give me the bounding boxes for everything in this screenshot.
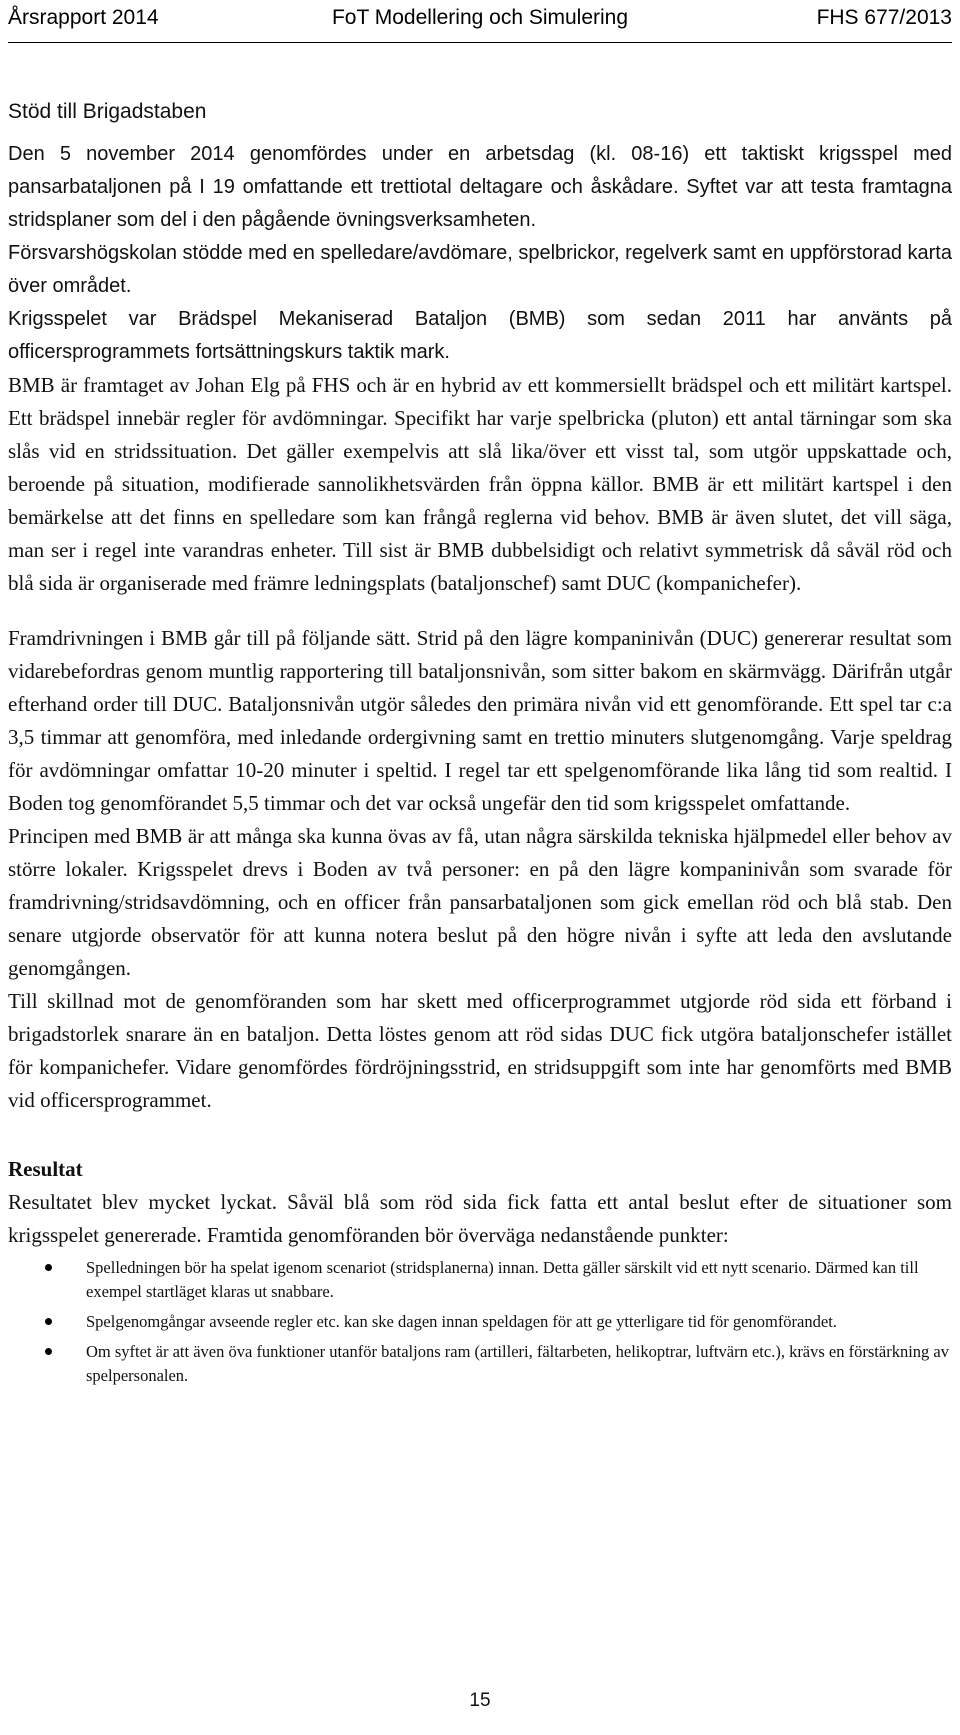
list-item-text: Spelgenomgångar avseende regler etc. kan ske dagen innan speldagen för att ge ytterligare tid för genomförandet. <box>86 1312 837 1331</box>
paragraph-progression: Framdrivningen i BMB går till på följande sätt. Strid på den lägre kompaninivån (DUC) genererar resultat som vidarebefordras genom muntlig rapportering till bataljonsnivån, som sitter bakom en skärmvägg. Därifrån utgår efterhand order till DUC. Bataljonsnivån utgör således den primära nivån vid ett genomförande. Ett spel tar c:a 3,5 timmar att genomföra, med inledande ordergivning samt en trettio minuters slutgenomgång. Varje speldrag för avdömningar omfattar 10-20 minuter i speltid. I regel tar ett spelgenomförande lika lång tid som realtid. I Boden tog genomförandet 5,5 timmar och det var också ungefär den tid som krigsspelet omfattande. <box>8 626 952 815</box>
paragraph-result: Resultatet blev mycket lyckat. Såväl blå som röd sida fick fatta ett antal beslut efter de situationer som krigsspelet genererade. Framtida genomföranden bör överväga nedanstående punkter: <box>8 1190 952 1247</box>
paragraph-difference: Till skillnad mot de genomföranden som har skett med officerprogrammet utgjorde röd sida ett förband i brigadstorlek snarare än en bataljon. Detta löstes genom att röd sidas DUC fick utgöra bataljonschefer istället för kompanichefer. Vidare genomfördes fördröjningsstrid, en stridsuppgift som inte har genomförts med BMB vid officersprogrammet. <box>8 989 952 1112</box>
recommendation-list <box>8 1256 952 1388</box>
paragraph-wargame: Krigsspelet var Brädspel Mekaniserad Bataljon (BMB) som sedan 2011 har använts på officersprogrammets fortsättningskurs taktik mark. <box>8 308 952 363</box>
paragraph-intro: Den 5 november 2014 genomfördes under en arbetsdag (kl. 08-16) ett taktiskt krigsspel med pansarbataljonen på I 19 omfattande ett trettiotal deltagare och åskådare. Syftet var att testa framtagna stridsplaner som del i den pågående övningsverksamheten. <box>8 143 952 231</box>
header-program-title: FoT Modellering och Simulering <box>331 6 629 29</box>
paragraph-support: Försvarshögskolan stödde med en spelledare/avdömare, spelbrickor, regelverk samt en uppförstorad karta över området. <box>8 242 952 297</box>
list-item-text: Spelledningen bör ha spelat igenom scenariot (stridsplanerna) innan. Detta gäller särskilt vid ett nytt scenario. Därmed kan till exempel startläget klaras ut snabbare. <box>86 1258 919 1301</box>
page-content <box>8 100 952 1394</box>
paragraph-principle: Principen med BMB är att många ska kunna övas av få, utan några särskilda tekniska hjälpmedel eller behov av större lokaler. Krigsspelet drevs i Boden av två personer: en på den lägre kompaninivån som svarade för framdrivning/stridsavdömning, och en officer från pansarbataljonen som gick emellan röd och blå stab. Den senare utgjorde observatör för att kunna notera beslut på den högre nivån i syfte att leda den avslutande genomgången. <box>8 824 952 980</box>
header-divider <box>8 42 952 43</box>
page-header <box>8 6 952 36</box>
result-heading: Resultat <box>8 1157 83 1181</box>
page-number: 15 <box>469 1690 491 1711</box>
bullet-icon <box>45 1318 52 1325</box>
header-reference-number: FHS 677/2013 <box>816 6 952 29</box>
bullet-icon <box>45 1264 52 1271</box>
header-report-title: Årsrapport 2014 <box>8 6 159 29</box>
paragraph-bmb-description: BMB är framtaget av Johan Elg på FHS och är en hybrid av ett kommersiellt brädspel och ett militärt kartspel. Ett brädspel innebär regler för avdömningar. Specifikt har varje spelbricka (pluton) ett antal tärningar som ska slås vid en stridssituation. Det gäller exempelvis att slå lika/över ett visst tal, som utgör uppskattade och, beroende på situation, modifierade sannolikhetsvärden från öppna källor. BMB är ett militärt kartspel i den bemärkelse att det finns en spelledare som kan frångå reglerna vid behov. BMB är även slutet, det vill säga, man ser i regel inte varandras enheter. Till sist är BMB dubbelsidigt och relativt symmetrisk då såväl röd och blå sida är organiserade med främre ledningsplats (bataljonschef) samt DUC (kompanichefer). <box>8 373 952 595</box>
list-item <box>8 1340 952 1388</box>
list-item <box>8 1310 952 1334</box>
section-heading: Stöd till Brigadstaben <box>8 100 207 123</box>
list-item-text: Om syftet är att även öva funktioner utanför bataljons ram (artilleri, fältarbeten, helikoptrar, luftvärn etc.), krävs en förstärkning av spelpersonalen. <box>86 1342 949 1385</box>
bullet-icon <box>45 1348 52 1355</box>
list-item <box>8 1256 952 1304</box>
